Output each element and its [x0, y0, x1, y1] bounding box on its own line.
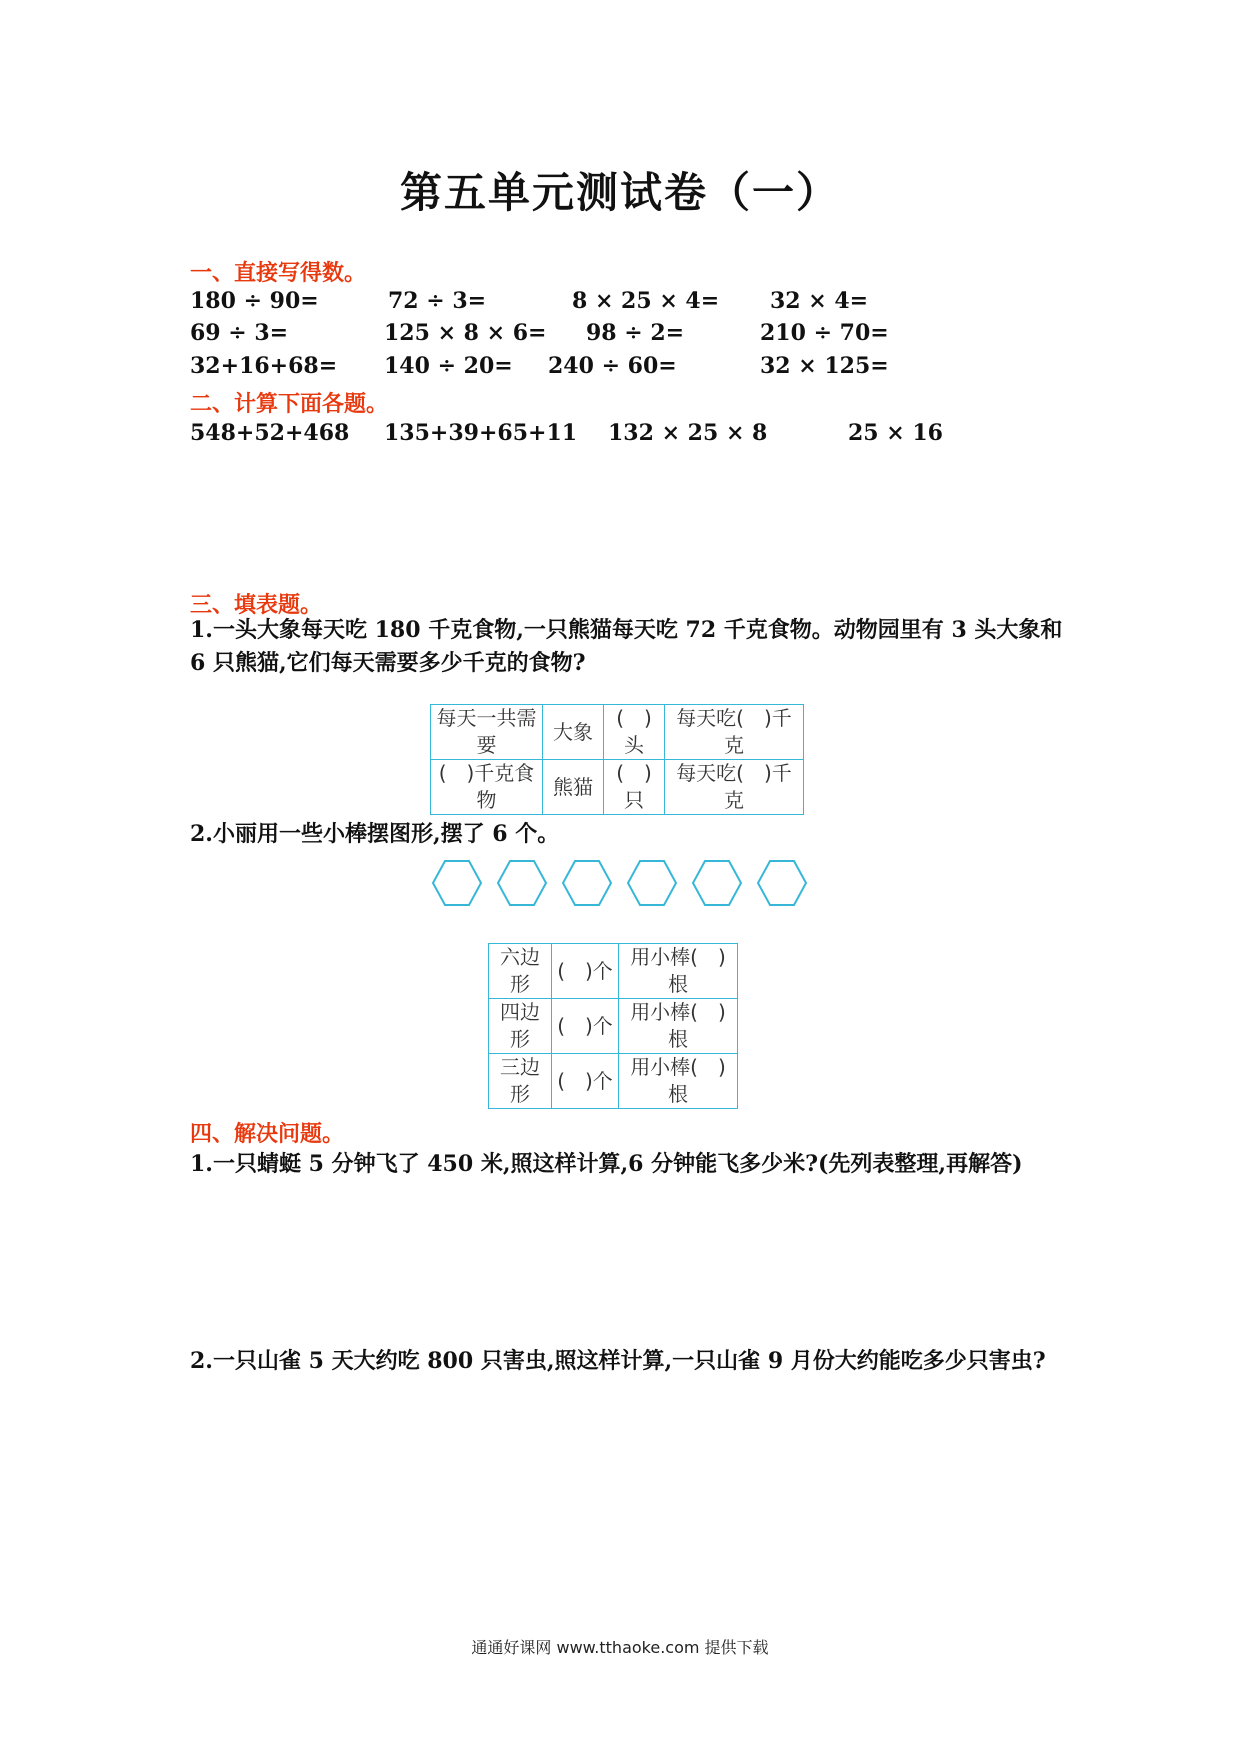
- oral-problem: 8 × 25 × 4=: [572, 288, 720, 314]
- total-food-blank: ( )千克食物: [431, 760, 543, 815]
- hexagon: [433, 861, 481, 905]
- stick-count-blank: 用小棒( )根: [619, 944, 738, 999]
- oral-problem: 32 × 125=: [760, 353, 889, 379]
- problem-2: 2.一只山雀 5 天大约吃 800 只害虫,照这样计算,一只山雀 9 月份大约能吃多少只害虫?: [190, 1348, 1046, 1374]
- stick-count-blank: 用小棒( )根: [619, 999, 738, 1054]
- hexagon: [758, 861, 806, 905]
- oral-problem: 98 ÷ 2=: [586, 320, 685, 346]
- calc-problem: 132 × 25 × 8: [608, 420, 768, 446]
- page-title: 第五单元测试卷（一）: [399, 168, 840, 217]
- problem-1: 1.一只蜻蜓 5 分钟飞了 450 米,照这样计算,6 分钟能飞多少米?(先列表整理,再解答): [190, 1151, 1023, 1177]
- oral-problem: 210 ÷ 70=: [760, 320, 889, 346]
- daily-eat-blank: 每天吃( )千克: [665, 705, 804, 760]
- animal-label: 大象: [543, 705, 604, 760]
- question-1: 1.一头大象每天吃 180 千克食物,一只熊猫每天吃 72 千克食物。动物园里有 3 头大象和 6 只熊猫,它们每天需要多少千克的食物?: [190, 617, 1063, 676]
- shape-label: 四边形: [489, 999, 552, 1054]
- total-need-label: 每天一共需要: [431, 705, 543, 760]
- oral-problem: 32+16+68=: [190, 353, 338, 379]
- animal-count-blank: ( )头: [604, 705, 665, 760]
- hexagon: [628, 861, 676, 905]
- section3-heading: 三、填表题。: [190, 593, 323, 618]
- oral-problem: 72 ÷ 3=: [388, 288, 487, 314]
- oral-problem: 125 × 8 × 6=: [384, 320, 547, 346]
- oral-problem: 69 ÷ 3=: [190, 320, 289, 346]
- hexagon: [498, 861, 546, 905]
- footer: 通通好课网 www.tthaoke.com 提供下载: [471, 1638, 769, 1657]
- shape-label: 三边形: [489, 1054, 552, 1109]
- food-table: [430, 704, 804, 815]
- hexagon: [563, 861, 611, 905]
- hexagon: [693, 861, 741, 905]
- oral-problem: 32 × 4=: [770, 288, 869, 314]
- section2-heading: 二、计算下面各题。: [190, 392, 389, 417]
- shape-count-blank: ( )个: [552, 1054, 619, 1109]
- daily-eat-blank: 每天吃( )千克: [665, 760, 804, 815]
- shape-count-blank: ( )个: [552, 999, 619, 1054]
- hexagon-row: [430, 856, 820, 912]
- stick-count-blank: 用小棒( )根: [619, 1054, 738, 1109]
- section4-heading: 四、解决问题。: [190, 1122, 345, 1147]
- shape-count-blank: ( )个: [552, 944, 619, 999]
- animal-label: 熊猫: [543, 760, 604, 815]
- oral-problem: 180 ÷ 90=: [190, 288, 319, 314]
- shape-label: 六边形: [489, 944, 552, 999]
- shape-table: [488, 943, 738, 1109]
- oral-problem: 140 ÷ 20=: [384, 353, 513, 379]
- calc-problem: 25 × 16: [848, 420, 943, 446]
- calc-problem: 548+52+468: [190, 420, 350, 446]
- question-2: 2.小丽用一些小棒摆图形,摆了 6 个。: [190, 821, 560, 847]
- section1-heading: 一、直接写得数。: [190, 261, 367, 286]
- calc-problem: 135+39+65+11: [384, 420, 578, 446]
- oral-problem: 240 ÷ 60=: [548, 353, 677, 379]
- animal-count-blank: ( )只: [604, 760, 665, 815]
